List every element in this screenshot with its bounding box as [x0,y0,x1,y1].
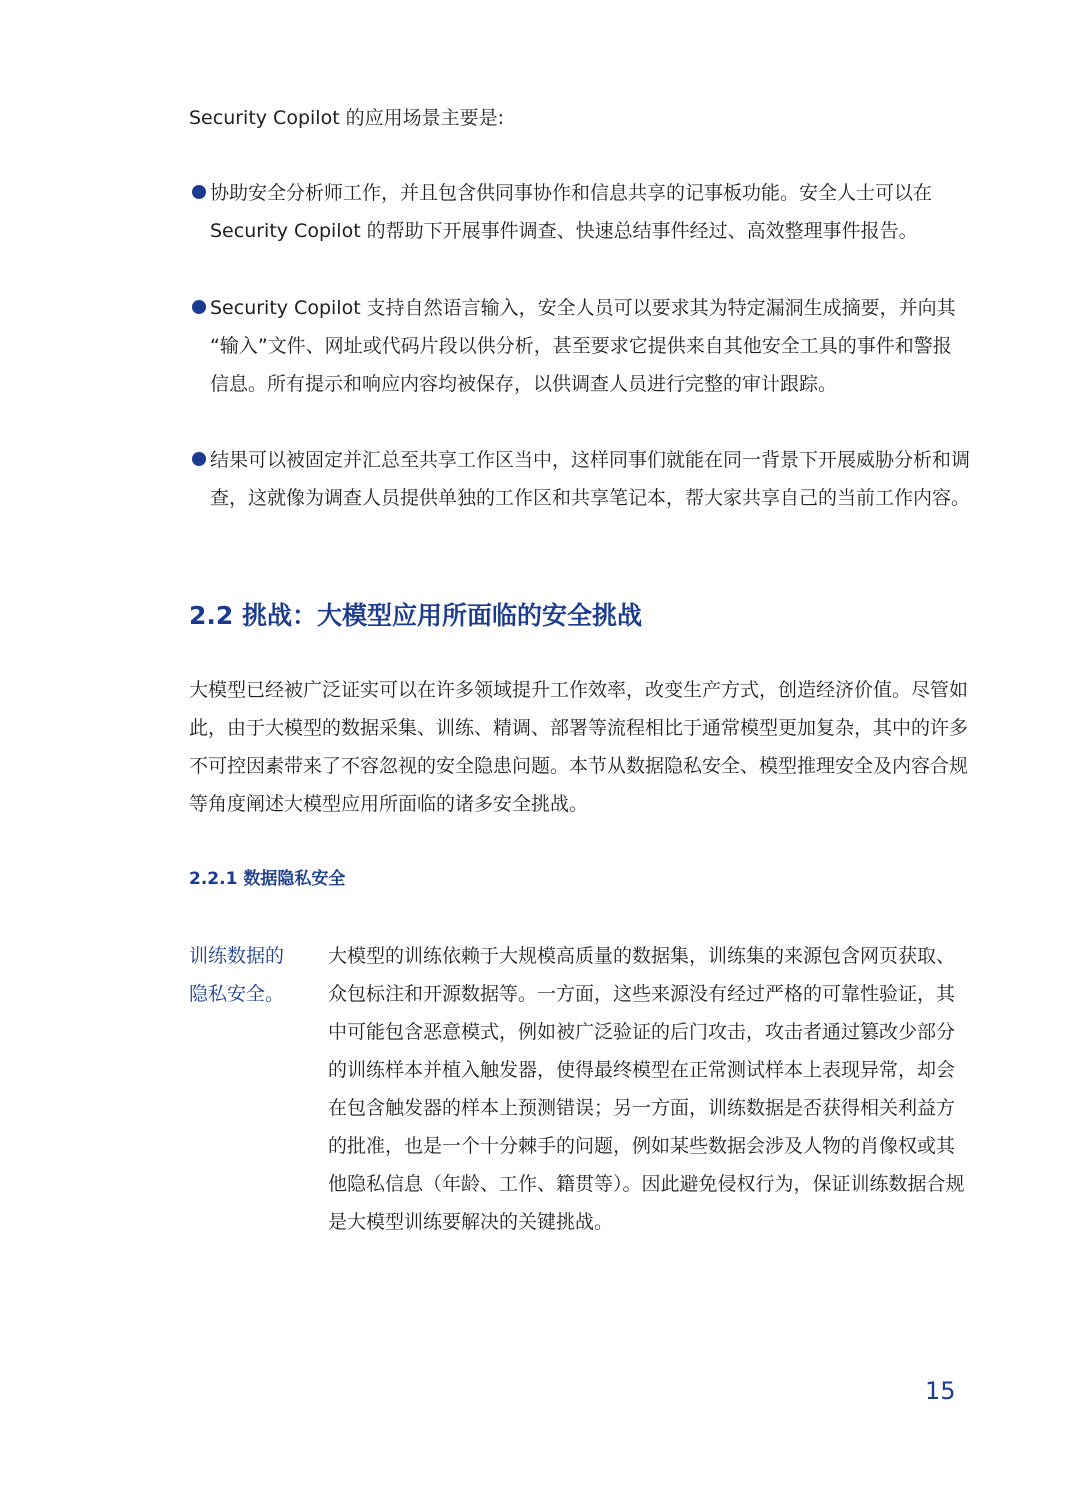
bullet-text [189,441,970,517]
bullet-text [189,289,970,403]
body-line: 在包含触发器的样本上预测错误；另一方面，训练数据是否获得相关利益方 [328,1097,956,1119]
bullet-item [189,289,989,403]
paragraph-line: 不可控因素带来了不容忽视的安全隐患问题。本节从数据隐私安全、模型推理安全及内容合规 [189,755,969,777]
bullet-line: 查，这就像为调查人员提供单独的工作区和共享笔记本，帮大家共享自己的当前工作内容。 [210,487,971,509]
side-label [189,937,284,1013]
bullet-line: Security Copilot 支持自然语言输入，安全人员可以要求其为特定漏洞生成摘要，并向其 [210,297,956,319]
subsection-heading: 2.2.1 数据隐私安全 [189,869,346,889]
body-line: 众包标注和开源数据等。一方面，这些来源没有经过严格的可靠性验证，其 [328,983,956,1005]
side-label-line: 训练数据的 [189,945,285,967]
bullet-line: 结果可以被固定并汇总至共享工作区当中，这样同事们就能在同一背景下开展威胁分析和调 [210,449,971,471]
bullet-item [189,441,989,517]
body-line: 是大模型训练要解决的关键挑战。 [328,1211,614,1233]
body-line: 中可能包含恶意模式，例如被广泛验证的后门攻击，攻击者通过篡改少部分 [328,1021,956,1043]
paragraph-line: 等角度阐述大模型应用所面临的诸多安全挑战。 [189,793,589,815]
section-heading: 2.2 挑战：大模型应用所面临的安全挑战 [189,601,642,630]
bullet-dot-icon [192,452,206,466]
paragraph-line: 此，由于大模型的数据采集、训练、精调、部署等流程相比于通常模型更加复杂，其中的许多 [189,717,969,739]
bullet-line: Security Copilot 的帮助下开展事件调查、快速总结事件经过、高效整理事件报告。 [210,220,918,242]
section-paragraph [189,671,979,823]
body-line: 他隐私信息（年龄、工作、籍贯等）。因此避免侵权行为，保证训练数据合规 [328,1173,965,1195]
bullet-line: 信息。所有提示和响应内容均被保存，以供调查人员进行完整的审计跟踪。 [210,373,838,395]
page-number: 15 [925,1377,956,1405]
bullet-text [189,174,970,250]
body-line: 的训练样本并植入触发器，使得最终模型在正常测试样本上表现异常，却会 [328,1059,956,1081]
bullet-line: “输入”文件、网址或代码片段以供分析，甚至要求它提供来自其他安全工具的事件和警报 [210,335,952,357]
bullet-dot-icon [192,185,206,199]
body-line: 大模型的训练依赖于大规模高质量的数据集，训练集的来源包含网页获取、 [328,945,956,967]
bullet-dot-icon [192,300,206,314]
paragraph-line: 大模型已经被广泛证实可以在许多领域提升工作效率，改变生产方式，创造经济价值。尽管如 [189,679,969,701]
bullet-line: 协助安全分析师工作，并且包含供同事协作和信息共享的记事板功能。安全人士可以在 [210,182,933,204]
body-paragraph [328,937,988,1241]
body-line: 的批准，也是一个十分棘手的问题，例如某些数据会涉及人物的肖像权或其 [328,1135,956,1157]
bullet-item [189,174,989,250]
intro-text: Security Copilot 的应用场景主要是: [189,107,505,129]
side-label-line: 隐私安全。 [189,983,285,1005]
